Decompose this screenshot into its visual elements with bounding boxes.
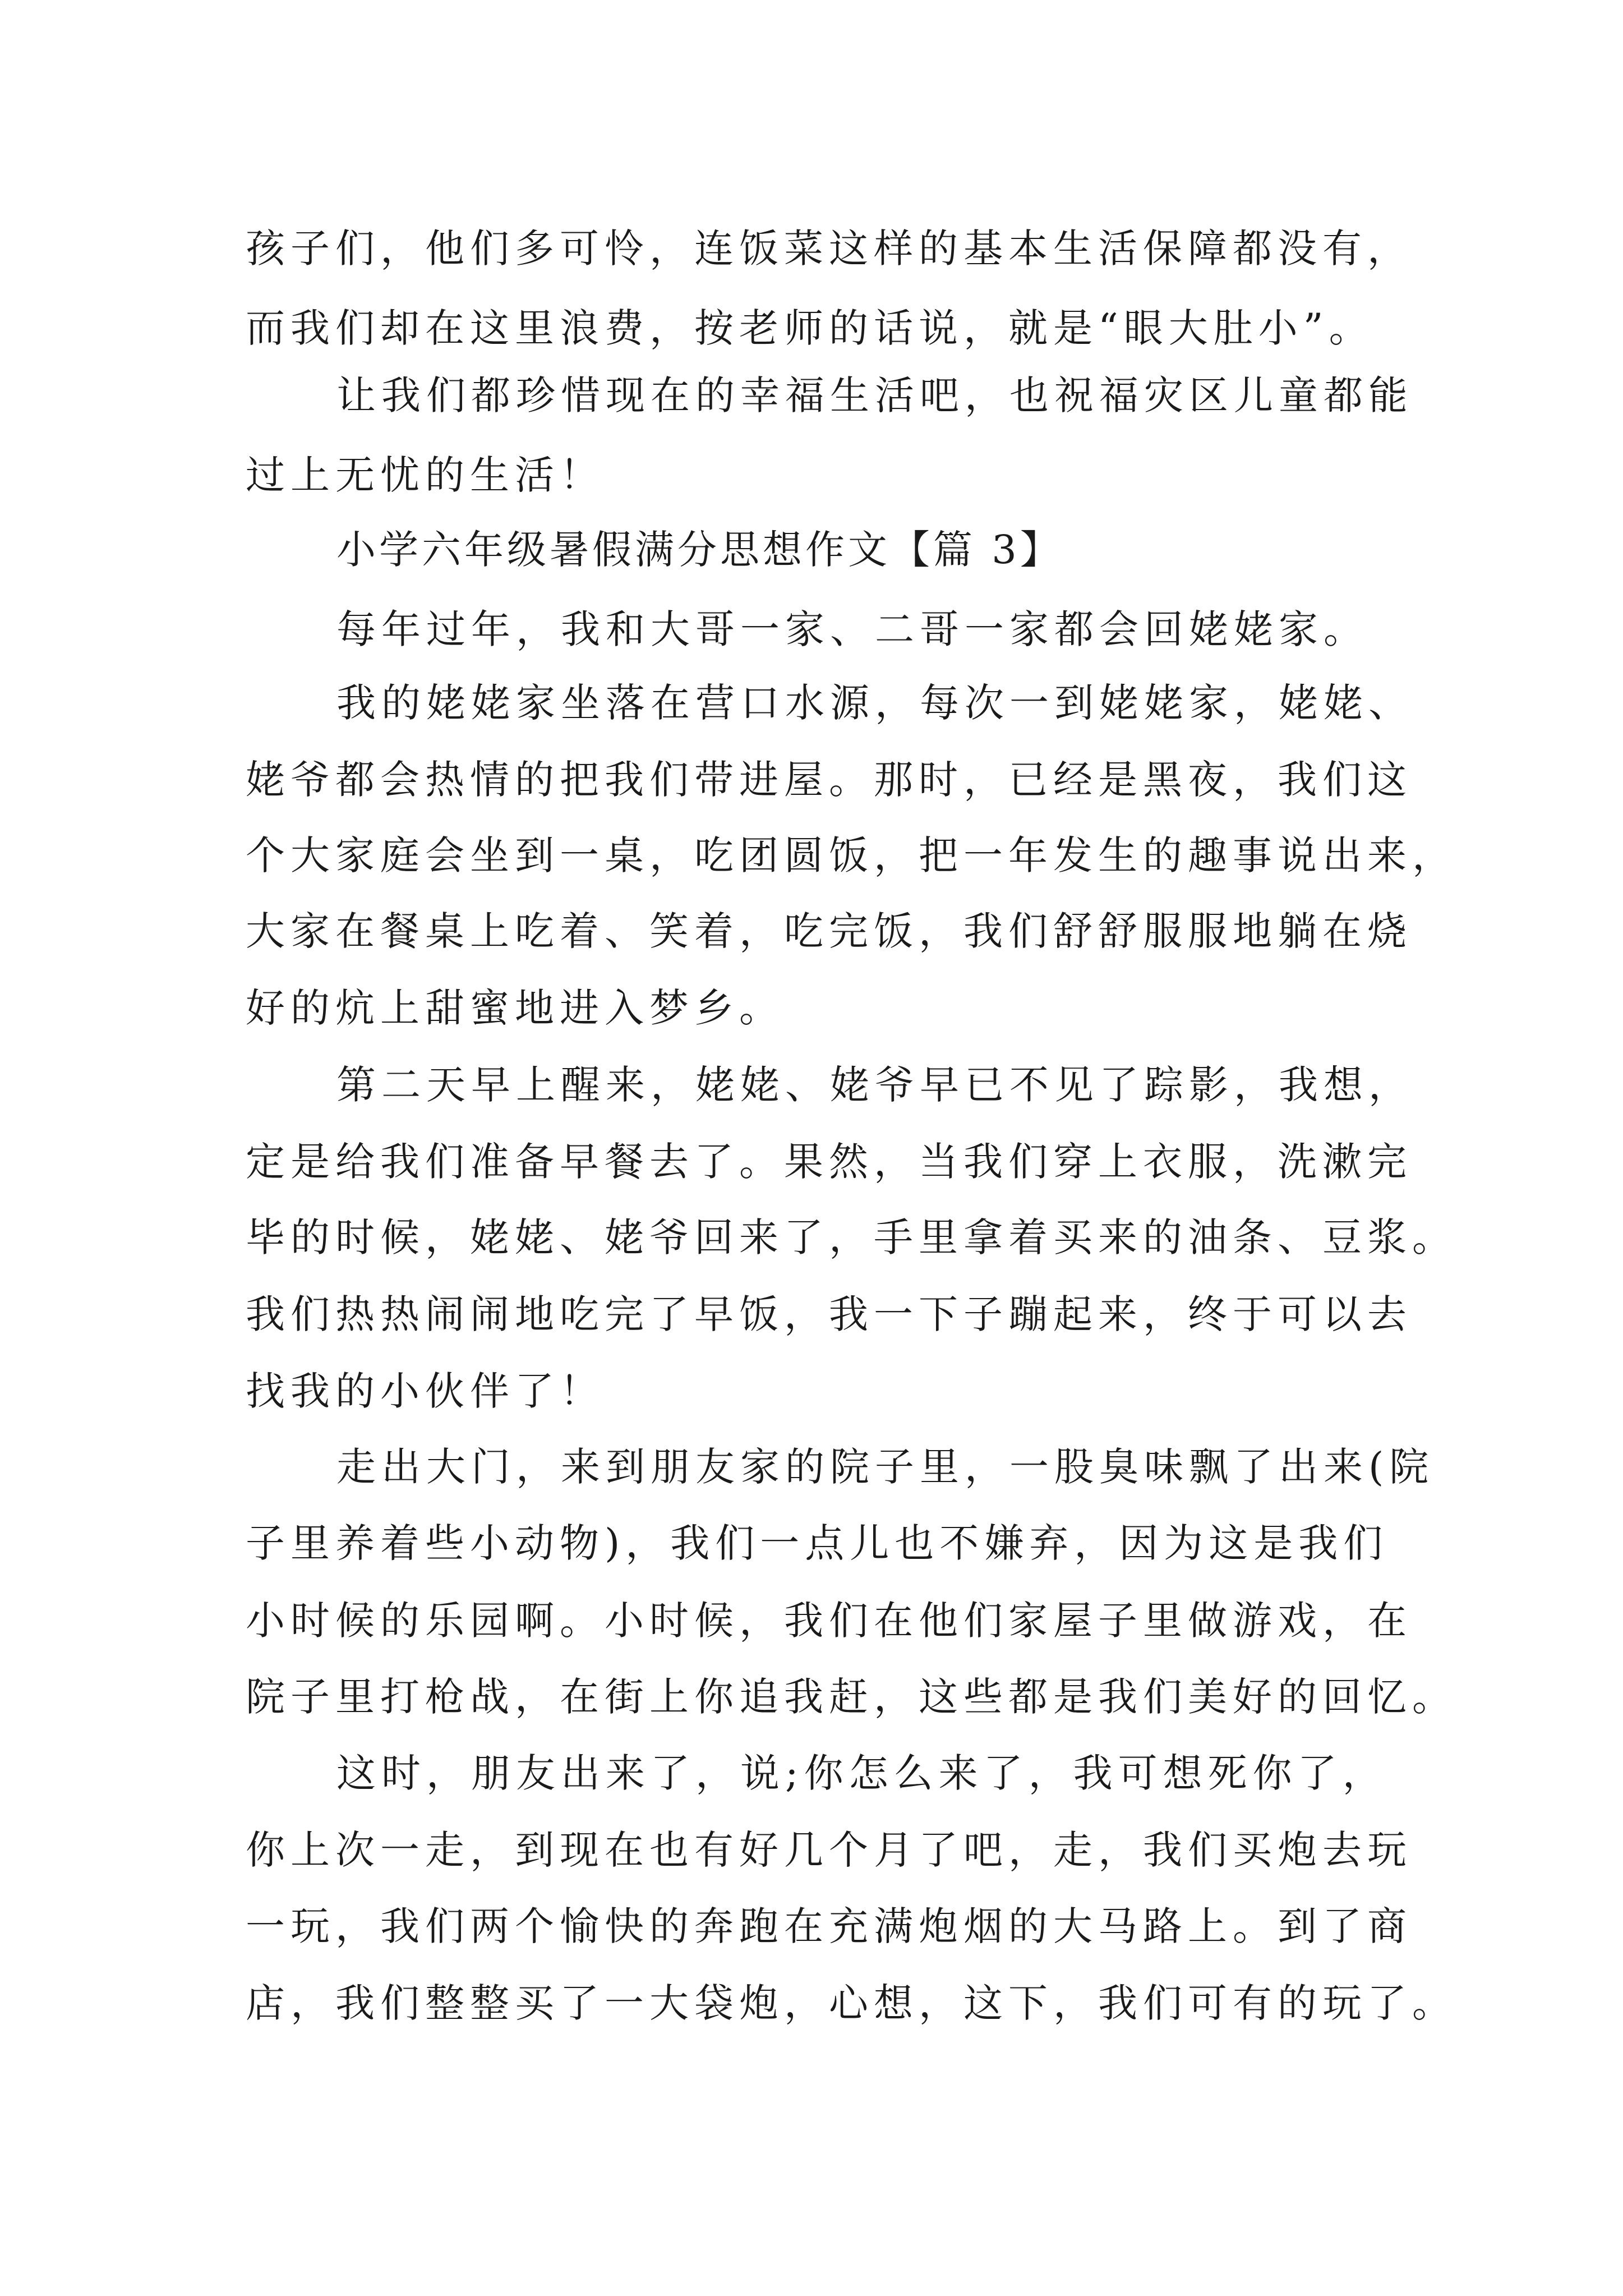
paragraph-first-line: 第二天早上醒来，姥姥、姥爷早已不见了踪影，我想，	[336, 1062, 1413, 1108]
paragraph-first-line: 走出大门，来到朋友家的院子里，一股臭味飘了出来(院	[336, 1444, 1435, 1490]
text-line: 毕的时候，姥姥、姥爷回来了，手里拿着买来的油条、豆浆。	[246, 1214, 1457, 1260]
text-line: 好的炕上甜蜜地进入梦乡。	[246, 985, 784, 1031]
text-line: 我们热热闹闹地吃完了早饭，我一下子蹦起来，终于可以去	[246, 1291, 1412, 1337]
paragraph-first-line: 每年过年，我和大哥一家、二哥一家都会回姥姥家。	[336, 606, 1368, 652]
text-line: 而我们却在这里浪费，按老师的话说，就是“眼大肚小”。	[246, 305, 1374, 351]
text-line: 定是给我们准备早餐去了。果然，当我们穿上衣服，洗漱完	[246, 1139, 1412, 1185]
text-line: 小时候的乐园啊。小时候，我们在他们家屋子里做游戏，在	[246, 1598, 1412, 1644]
text-line: 店，我们整整买了一大袋炮，心想，这下，我们可有的玩了。	[246, 1980, 1457, 2026]
paragraph-first-line: 让我们都珍惜现在的幸福生活吧，也祝福灾区儿童都能	[336, 372, 1413, 418]
text-line: 找我的小伙伴了！	[246, 1368, 605, 1414]
text-line: 大家在餐桌上吃着、笑着，吃完饭，我们舒舒服服地躺在烧	[246, 908, 1412, 954]
text-line: 过上无忧的生活！	[246, 452, 605, 498]
text-line: 姥爷都会热情的把我们带进屋。那时，已经是黑夜，我们这	[246, 757, 1412, 803]
text-line: 院子里打枪战，在街上你追我赶，这些都是我们美好的回忆。	[246, 1674, 1457, 1720]
paragraph-first-line: 这时，朋友出来了，说;你怎么来了，我可想死你了，	[336, 1750, 1387, 1796]
text-line: 子里养着些小动物)，我们一点儿也不嫌弃，因为这是我们	[246, 1520, 1389, 1566]
text-line: 你上次一走，到现在也有好几个月了吧，走，我们买炮去玩	[246, 1827, 1412, 1873]
text-line: 一玩，我们两个愉快的奔跑在充满炮烟的大马路上。到了商	[246, 1903, 1412, 1949]
paragraph-first-line: 我的姥姥家坐落在营口水源，每次一到姥姥家，姥姥、	[336, 680, 1413, 726]
text-line: 孩子们，他们多可怜，连饭菜这样的基本生活保障都没有，	[246, 226, 1412, 272]
text-line: 个大家庭会坐到一桌，吃团圆饭，把一年发生的趣事说出来，	[246, 832, 1457, 878]
section-heading: 小学六年级暑假满分思想作文【篇 3】	[336, 527, 1063, 573]
